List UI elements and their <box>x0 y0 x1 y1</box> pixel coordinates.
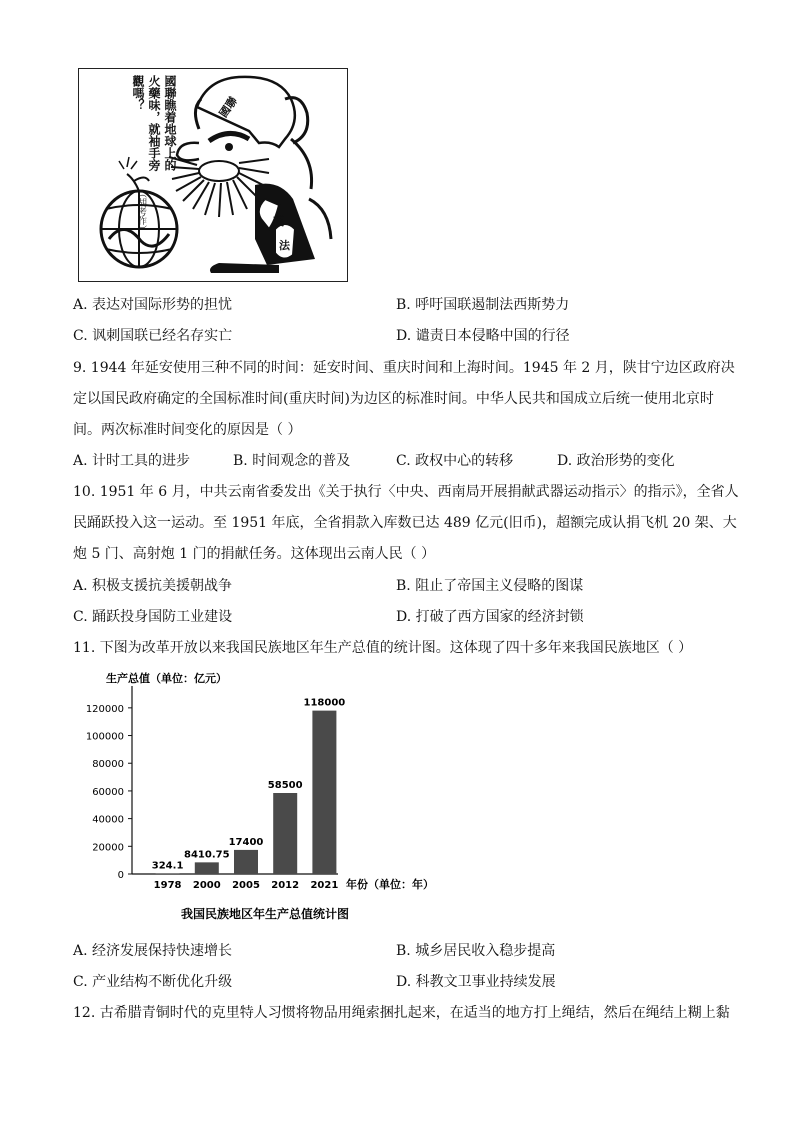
chart-y-tick-label: 80000 <box>92 759 124 771</box>
q11-option-d[interactable]: D. 科教文卫事业持续发展 <box>396 974 556 990</box>
q9-stem-line3: 间。两次标准时间变化的原因是（ ） <box>73 422 302 438</box>
forehead-label: 國聯 <box>216 94 241 121</box>
q8-option-d[interactable]: D. 谴责日本侵略中国的行径 <box>396 328 570 344</box>
hand-label-england: 英 <box>273 215 284 228</box>
q11-stem-line1: 11. 下图为改革开放以来我国民族地区年生产总值的统计图。这体现了四十多年来我国民族地区（ ） <box>73 640 693 656</box>
chart-value-label: 8410.75 <box>184 849 230 861</box>
cartoon-caption-col2: 火藥味，就袖手旁 <box>147 75 161 171</box>
q10-option-d[interactable]: D. 打破了西方国家的经济封锁 <box>396 609 584 625</box>
chart-y-tick-label: 100000 <box>85 731 124 743</box>
chart-bar-2005 <box>234 850 258 874</box>
chart-bar-2000 <box>195 862 219 874</box>
gdp-bar-chart <box>70 664 470 934</box>
q9-option-c[interactable]: C. 政权中心的转移 <box>396 453 514 469</box>
q9-stem-line2: 定以国民政府确定的全国标准时间(重庆时间)为边区的标准时间。中华人民共和国成立后统一使用北京时 <box>73 391 714 407</box>
chart-category-label: 2000 <box>192 880 221 891</box>
cartoon-drawing <box>79 69 347 281</box>
q11-option-c[interactable]: C. 产业结构不断优化升级 <box>73 974 233 990</box>
q10-stem-line2: 民踊跃投入这一运动。至 1951 年底，全省捐款入库数已达 489 亿元(旧币)，超额完成认捐飞机 20 架、大 <box>73 515 737 531</box>
chart-value-label: 118000 <box>303 697 346 709</box>
q12-stem-line1: 12. 古希腊青铜时代的克里特人习惯将物品用绳索捆扎起来，在适当的地方打上绳结，然后在绳结上糊上黏 <box>73 1005 730 1021</box>
chart-y-tick-label: 120000 <box>85 703 124 715</box>
chart-title: 我国民族地区年生产总值统计图 <box>180 907 350 921</box>
chart-bar-2021 <box>312 711 336 874</box>
chart-y-tick-label: 40000 <box>92 814 124 826</box>
league-figure-illustration <box>169 77 331 273</box>
hand-label-france: 法 <box>279 239 290 252</box>
q10-stem-line1: 10. 1951 年 6 月，中共云南省委发出《关于执行〈中央、西南局开展捐献武器运动指示〉的指示》，全省人 <box>73 484 739 500</box>
cartoon-image <box>78 68 348 282</box>
cartoon-caption-col1: 國聯瞧着地球上的 <box>163 75 177 171</box>
chart-y-tick-label: 0 <box>117 870 124 881</box>
q8-option-c[interactable]: C. 讽刺国联已经名存实亡 <box>73 328 233 344</box>
chart-category-label: 2021 <box>310 880 339 891</box>
q9-option-a[interactable]: A. 计时工具的进步 <box>73 453 191 469</box>
cartoon-caption-col3: 觀嗎？ <box>131 75 145 111</box>
chart-category-label: 1978 <box>153 880 182 891</box>
chart-category-label: 2005 <box>232 880 260 891</box>
chart-y-tick-label: 60000 <box>92 786 124 798</box>
q9-option-b[interactable]: B. 时间观念的普及 <box>233 453 351 469</box>
chart-bar-1978 <box>156 874 180 875</box>
q11-option-b[interactable]: B. 城乡居民收入稳步提高 <box>396 943 556 959</box>
q10-option-c[interactable]: C. 踊跃投身国防工业建设 <box>73 609 233 625</box>
chart-value-label: 324.1 <box>151 860 184 872</box>
chart-value-label: 17400 <box>228 836 264 848</box>
q10-option-b[interactable]: B. 阻止了帝国主义侵略的图谋 <box>396 578 584 594</box>
q9-option-d[interactable]: D. 政治形势的变化 <box>557 453 675 469</box>
chart-value-label: 58500 <box>267 780 303 791</box>
cartoon-author: （胡考作） <box>136 189 146 234</box>
chart-category-label: 2012 <box>271 880 300 891</box>
q10-stem-line3: 炮 5 门、高射炮 1 门的捐献任务。这体现出云南人民（ ） <box>73 546 436 562</box>
chart-x-axis-label: 年份（单位：年） <box>346 878 434 891</box>
q9-stem-line1: 9. 1944 年延安使用三种不同的时间：延安时间、重庆时间和上海时间。1945 年 2 月，陕甘宁边区政府决 <box>73 360 735 376</box>
chart-bar-2012 <box>273 793 297 874</box>
q11-option-a[interactable]: A. 经济发展保持快速增长 <box>73 943 233 959</box>
q10-option-a[interactable]: A. 积极支援抗美援朝战争 <box>73 578 233 594</box>
chart-y-axis-label: 生产总值（单位：亿元） <box>106 672 227 685</box>
chart-y-tick-label: 20000 <box>92 842 124 854</box>
q8-option-b[interactable]: B. 呼吁国联遏制法西斯势力 <box>396 297 570 313</box>
q8-option-a[interactable]: A. 表达对国际形势的担忧 <box>73 297 233 313</box>
